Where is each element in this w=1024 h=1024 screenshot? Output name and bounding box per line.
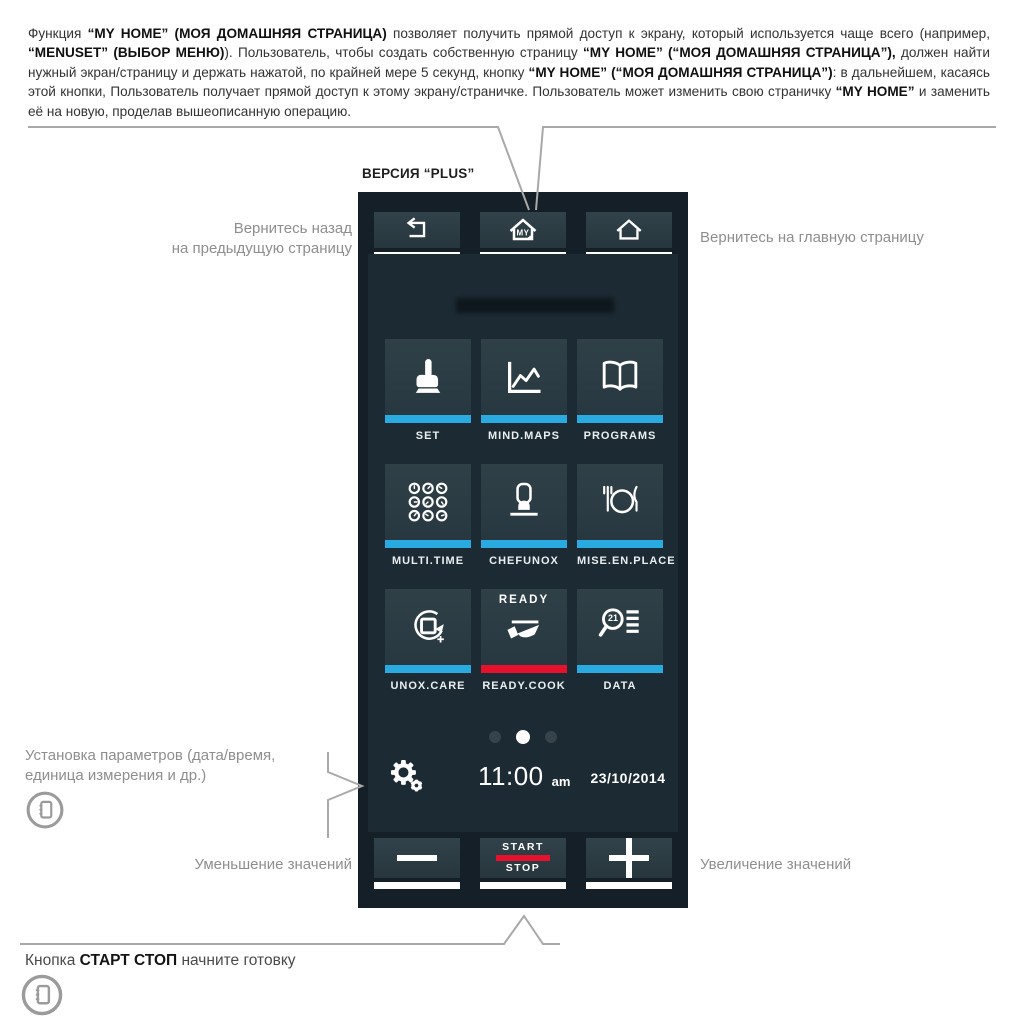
settings-gear-button[interactable] (388, 757, 426, 795)
tile-mind-maps[interactable] (481, 339, 567, 423)
tile-accent-bar (481, 415, 567, 423)
unox-care-icon (405, 604, 451, 650)
data-icon (597, 604, 643, 650)
version-label: ВЕРСИЯ “PLUS” (362, 166, 475, 181)
tile-label: MISE.EN.PLACE (577, 555, 676, 567)
clock-time: 11:00 (478, 760, 544, 791)
tile-icon-text: READY (498, 594, 550, 606)
clock-meridiem: am (551, 773, 571, 789)
back-button[interactable] (374, 212, 460, 248)
clock-date: 23/10/2014 (590, 770, 666, 786)
oven-panel (358, 192, 688, 908)
page-dots (368, 730, 678, 744)
intro-paragraph: Функция “MY HOME” (МОЯ ДОМАШНЯЯ СТРАНИЦА) позволяет получить прямой доступ к экрану, который используется чаще всего (например, “MENUSET” (ВЫБОР МЕНЮ)). Пользователь, чтобы создать собственную страницу “MY HOME” (“МОЯ ДОМАШНЯЯ СТРАНИЦА”), должен найти нужный экран/страницу и держать нажатой, по крайней мере 5 секунд, кнопку “MY HOME” (“МОЯ ДОМАШНЯЯ СТРАНИЦА”): в дальнейшем, касаясь этой кнопки, Пользователь получает прямой доступ к этому экрану/страничке. Пользователь может изменить свою страничку “MY HOME” и заменить её на новую, проделав вышеописанную операцию. (28, 25, 990, 119)
my-home-badge: MY (516, 228, 530, 238)
stop-label: STOP (505, 862, 541, 874)
faded-text (456, 298, 614, 313)
tile-data[interactable] (577, 589, 663, 673)
tile-ready-cook[interactable] (481, 589, 567, 673)
mise-en-place-icon (597, 479, 643, 525)
tile-label: DATA (603, 680, 637, 692)
plus-button[interactable] (586, 838, 672, 878)
start-label: START (502, 841, 544, 853)
nav-my-home-wrap (480, 212, 566, 259)
back-icon (402, 215, 432, 245)
annotation-decrease: Уменьшение значений (194, 856, 352, 873)
multi-time-icon (405, 479, 451, 525)
tile-icon-text: 21 (607, 613, 618, 623)
annotation-home: Вернитесь на главную страницу (700, 229, 924, 246)
tile-label: CHEFUNOX (489, 555, 559, 567)
tile-chefunox[interactable] (481, 464, 567, 548)
tile-accent-bar (577, 415, 663, 423)
callout-start-stop (20, 916, 560, 944)
manual-book-icon (25, 790, 65, 830)
tile-multi-time[interactable] (385, 464, 471, 548)
minus-button-underline (374, 882, 460, 889)
tile-accent-bar (481, 665, 567, 673)
tile-accent-bar (577, 665, 663, 673)
tile-unox-care[interactable] (385, 589, 471, 673)
status-row (368, 754, 678, 798)
plus-wrap (586, 838, 672, 889)
my-home-button[interactable] (480, 212, 566, 248)
annotation-settings: Установка параметров (дата/время, единица измерения и др.) (25, 747, 276, 784)
plus-button-underline (586, 882, 672, 889)
tile-accent-bar (577, 540, 663, 548)
tile-label: PROGRAMS (583, 430, 657, 442)
chefunox-icon (501, 479, 547, 525)
manual-book-icon (20, 973, 64, 1017)
home-button[interactable] (586, 212, 672, 248)
start-stop-caption: Кнопка СТАРТ СТОП начните готовку (25, 952, 296, 969)
tile-set[interactable] (385, 339, 471, 423)
minus-button[interactable] (374, 838, 460, 878)
page-dot-1[interactable] (516, 730, 530, 744)
plus-icon (609, 838, 649, 878)
page-dot-2[interactable] (545, 731, 557, 743)
tile-accent-bar (481, 540, 567, 548)
tile-programs[interactable] (577, 339, 663, 423)
tile-label: MIND.MAPS (488, 430, 560, 442)
mind-maps-icon (501, 354, 547, 400)
tile-label: MULTI.TIME (391, 555, 465, 567)
annotation-back: Вернитесь назад на предыдущую страницу (171, 220, 352, 257)
start-stop-red-bar (496, 855, 550, 861)
tile-accent-bar (385, 415, 471, 423)
minus-icon (397, 855, 437, 861)
nav-back-wrap (374, 212, 460, 259)
set-icon (405, 354, 451, 400)
tile-mise-en-place[interactable] (577, 464, 663, 548)
nav-home-wrap (586, 212, 672, 259)
panel-screen (368, 254, 678, 832)
home-icon (614, 215, 644, 245)
page-dot-0[interactable] (489, 731, 501, 743)
tile-accent-bar (385, 540, 471, 548)
ready-cook-icon (501, 604, 547, 650)
tile-grid (385, 339, 676, 692)
tile-accent-bar (385, 665, 471, 673)
annotation-increase: Увеличение значений (700, 856, 852, 873)
start-stop-wrap (480, 838, 566, 889)
start-stop-button[interactable] (480, 838, 566, 878)
start-stop-button-underline (480, 882, 566, 889)
tile-label: SET (415, 430, 441, 442)
minus-wrap (374, 838, 460, 889)
programs-icon (597, 354, 643, 400)
tile-label: UNOX.CARE (390, 680, 466, 692)
tile-label: READY.COOK (482, 680, 566, 692)
